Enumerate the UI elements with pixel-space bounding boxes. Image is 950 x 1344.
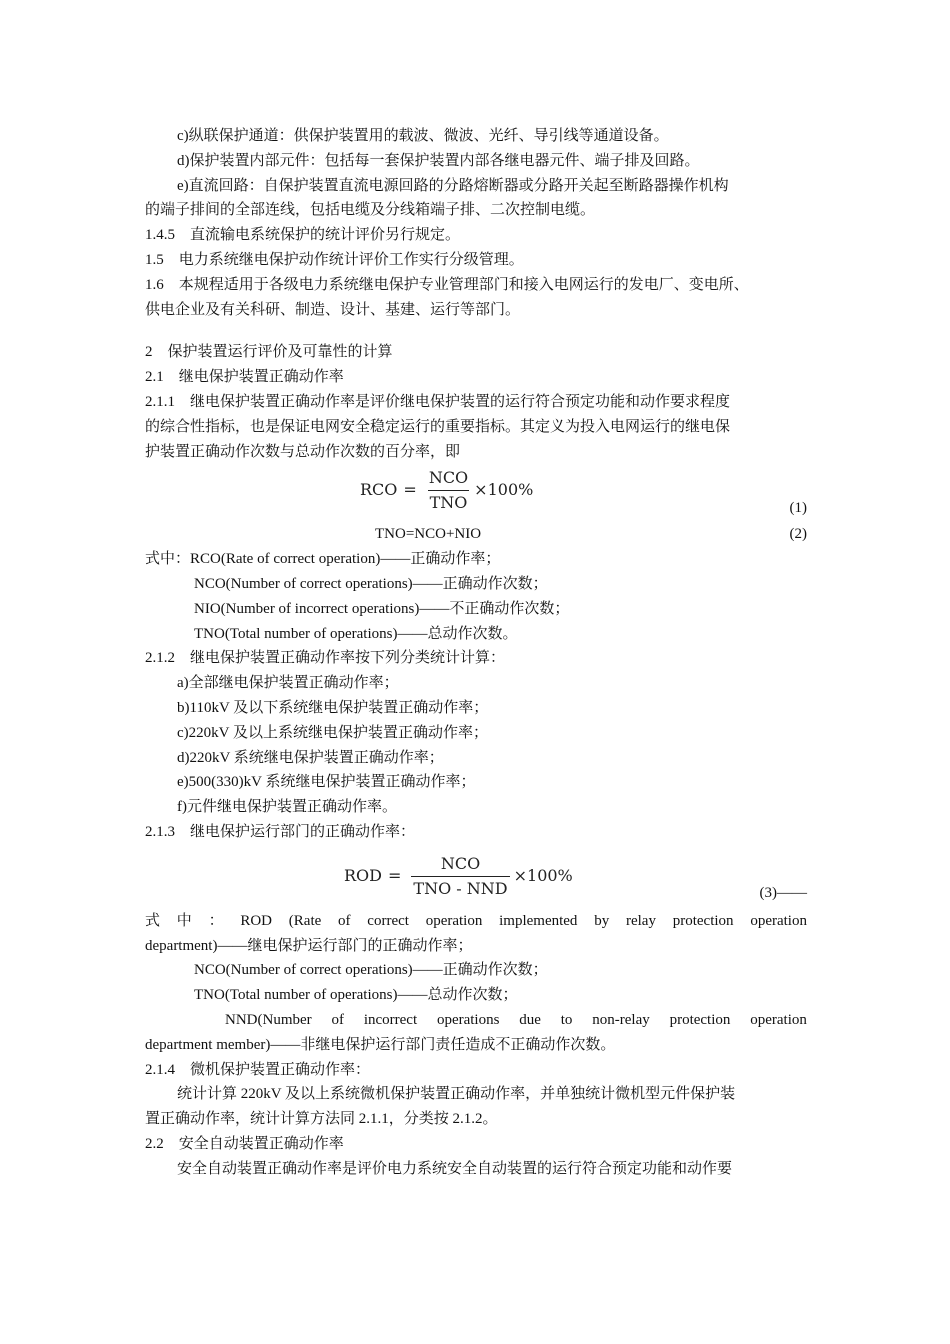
item-e-line2: 的端子排间的全部连线，包括电缆及分线箱端子排、二次控制电缆。 [145, 202, 596, 219]
equation-1 [145, 464, 807, 522]
definition-rod-line1 [145, 909, 807, 934]
eq3-numerator: NCO [440, 853, 481, 873]
list-item-c: c)220kV 及以上系统继电保护装置正确动作率； [177, 724, 488, 741]
word: of [331, 1011, 344, 1028]
eq1-tail: ×100% [474, 480, 534, 500]
eq3-tail: ×100% [513, 865, 573, 885]
equation-2-number: (2) [789, 526, 807, 543]
section-2-1-2: 2.1.2 继电保护装置正确动作率按下列分类统计计算： [145, 650, 506, 667]
definition-nco-2: NCO(Number of correct operations)——正确动作次数； [194, 962, 548, 979]
word: NND(Number [225, 1011, 312, 1028]
eq1-numerator: NCO [428, 468, 469, 488]
section-1-4-5: 1.4.5 直流输电系统保护的统计评价另行规定。 [145, 227, 461, 244]
section-2-1-1-line1: 2.1.1 继电保护装置正确动作率是评价继电保护装置的运行符合预定功能和动作要求程度 [145, 393, 731, 410]
eq1-equals: = [403, 480, 417, 500]
equation-1-formula [360, 467, 533, 514]
word: incorrect [363, 1011, 418, 1028]
definition-tno: TNO(Total number of operations)——总动作次数。 [194, 625, 518, 642]
word: implemented [499, 912, 578, 929]
equation-3-number: (3)—— [759, 884, 807, 901]
definition-nco: NCO(Number of correct operations)——正确动作次数； [194, 575, 548, 592]
section-1-5: 1.5 电力系统继电保护动作统计评价工作实行分级管理。 [145, 251, 524, 268]
word: ： [208, 912, 224, 929]
equation-3-formula [344, 853, 573, 900]
equation-2-formula: TNO=NCO+NIO [375, 526, 482, 543]
section-2-1-3: 2.1.3 继电保护运行部门的正确动作率： [145, 823, 416, 840]
word: ROD [240, 912, 273, 929]
eq3-fraction [411, 853, 509, 900]
section-1-6-line1: 1.6 本规程适用于各级电力系统继电保护专业管理部门和接入电网运行的发电厂、变电所、 [145, 276, 749, 293]
list-item-d: d)220kV 系统继电保护装置正确动作率； [177, 749, 444, 766]
eq1-fraction [427, 467, 470, 514]
definition-nnd-line1 [145, 1008, 807, 1033]
item-e-line1: e)直流回路：自保护装置直流电源回路的分路熔断器或分路开关起至断路器操作机构 [177, 177, 729, 194]
section-2-2-heading: 2.2 安全自动装置正确动作率 [145, 1135, 344, 1152]
section-2-1-4: 2.1.4 微机保护装置正确动作率： [145, 1061, 371, 1078]
section-2-1-1-line3: 护装置正确动作次数与总动作次数的百分率，即 [145, 443, 461, 460]
list-item-a: a)全部继电保护装置正确动作率； [177, 675, 399, 692]
section-2-2-line1: 安全自动装置正确动作率是评价电力系统安全自动装置的运行符合预定功能和动作要 [177, 1160, 733, 1177]
item-c: c)纵联保护通道：供保护装置用的载波、微波、光纤、导引线等通道设备。 [177, 128, 669, 144]
equation-3 [145, 845, 807, 909]
word: protection [669, 1011, 731, 1028]
word: 中 [176, 912, 192, 929]
word: non-relay [592, 1011, 650, 1028]
section-1-6-line2: 供电企业及有关科研、制造、设计、基建、运行等部门。 [145, 301, 521, 318]
definition-nnd-line2: department member)——非继电保护运行部门责任造成不正确动作次数。 [145, 1036, 616, 1053]
list-item-f: f)元件继电保护装置正确动作率。 [177, 799, 397, 816]
word: relay [625, 912, 656, 929]
item-d: d)保护装置内部元件：包括每一套保护装置内部各继电器元件、端子排及回路。 [177, 152, 700, 169]
section-2-1-4-line2: 置正确动作率，统计计算方法同 2.1.1，分类按 2.1.2。 [145, 1111, 498, 1128]
section-2-1-heading: 2.1 继电保护装置正确动作率 [145, 369, 344, 386]
eq1-lhs: RCO [360, 480, 398, 500]
list-item-b: b)110kV 及以下系统继电保护装置正确动作率； [177, 699, 489, 716]
eq1-denominator: TNO [428, 490, 470, 514]
list-item-e: e)500(330)kV 系统继电保护装置正确动作率； [177, 774, 476, 791]
document-body [145, 124, 807, 1181]
eq3-equals: = [388, 865, 402, 885]
definition-rod-line2: department)——继电保护运行部门的正确动作率； [145, 937, 473, 954]
equation-2 [145, 522, 807, 547]
word: of [338, 912, 351, 929]
word: to [560, 1011, 573, 1028]
word: operation [750, 1011, 807, 1028]
section-2-1-4-line1: 统计计算 220kV 及以上系统微机保护装置正确动作率，并单独统计微机型元件保护装 [177, 1086, 736, 1103]
word: operation [425, 912, 483, 929]
equation-1-number: (1) [789, 500, 807, 517]
definition-tno-2: TNO(Total number of operations)——总动作次数； [194, 987, 518, 1004]
section-2-1-1-line2: 的综合性指标，也是保证电网安全稳定运行的重要指标。其定义为投入电网运行的继电保 [145, 418, 731, 435]
word: operation [750, 912, 807, 929]
word: due [519, 1011, 541, 1028]
definition-rco: 式中：RCO(Rate of correct operation)——正确动作率； [145, 551, 501, 568]
word: operations [436, 1011, 500, 1028]
chapter-2-heading: 2 保护装置运行评价及可靠性的计算 [145, 344, 393, 361]
word: protection [672, 912, 734, 929]
word: by [594, 912, 610, 929]
eq3-lhs: ROD [344, 865, 382, 885]
eq3-denominator: TNO - NND [411, 876, 509, 900]
word: 式 [145, 912, 161, 929]
word: correct [367, 912, 409, 929]
word: (Rate [288, 912, 322, 929]
definition-nio: NIO(Number of incorrect operations)——不正确动作次数； [194, 600, 570, 617]
